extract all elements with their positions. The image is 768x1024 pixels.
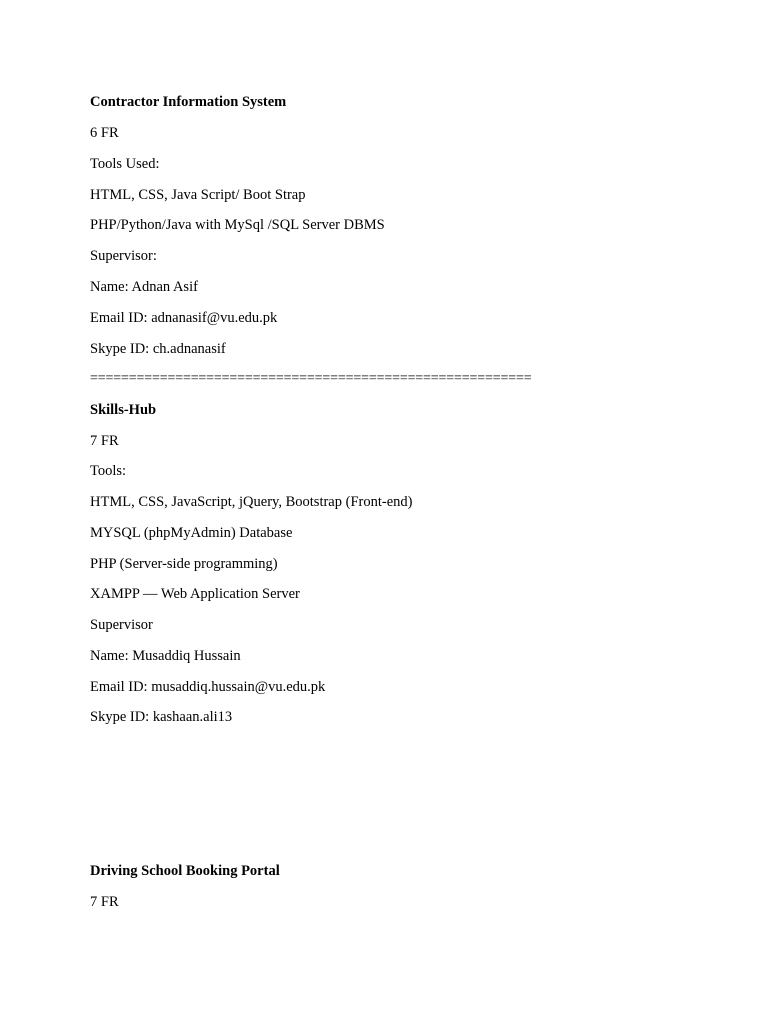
tools-heading: Tools Used: bbox=[90, 156, 160, 172]
section-title: Driving School Booking Portal bbox=[90, 863, 280, 879]
tool-item: PHP/Python/Java with MySql /SQL Server DBMS bbox=[90, 217, 385, 233]
fr-count: 7 FR bbox=[90, 894, 119, 910]
tool-item: HTML, CSS, JavaScript, jQuery, Bootstrap (Front-end) bbox=[90, 494, 413, 510]
tool-item: MYSQL (phpMyAdmin) Database bbox=[90, 525, 293, 541]
tool-item: HTML, CSS, Java Script/ Boot Strap bbox=[90, 187, 306, 203]
supervisor-heading: Supervisor bbox=[90, 617, 153, 633]
tool-item: PHP (Server-side programming) bbox=[90, 556, 278, 572]
section-title: Contractor Information System bbox=[90, 94, 287, 110]
fr-count: 6 FR bbox=[90, 125, 119, 141]
supervisor-skype: Skype ID: kashaan.ali13 bbox=[90, 709, 233, 725]
supervisor-name: Name: Musaddiq Hussain bbox=[90, 648, 241, 664]
supervisor-email: Email ID: adnanasif@vu.edu.pk bbox=[90, 310, 278, 326]
tools-heading: Tools: bbox=[90, 463, 127, 479]
supervisor-heading: Supervisor: bbox=[90, 248, 157, 264]
supervisor-name: Name: Adnan Asif bbox=[90, 279, 198, 295]
supervisor-email: Email ID: musaddiq.hussain@vu.edu.pk bbox=[90, 679, 326, 695]
section-separator: ========================================================= bbox=[90, 371, 532, 386]
tool-item: XAMPP — Web Application Server bbox=[90, 586, 300, 602]
supervisor-skype: Skype ID: ch.adnanasif bbox=[90, 341, 226, 357]
section-title: Skills-Hub bbox=[90, 402, 157, 418]
fr-count: 7 FR bbox=[90, 433, 119, 449]
